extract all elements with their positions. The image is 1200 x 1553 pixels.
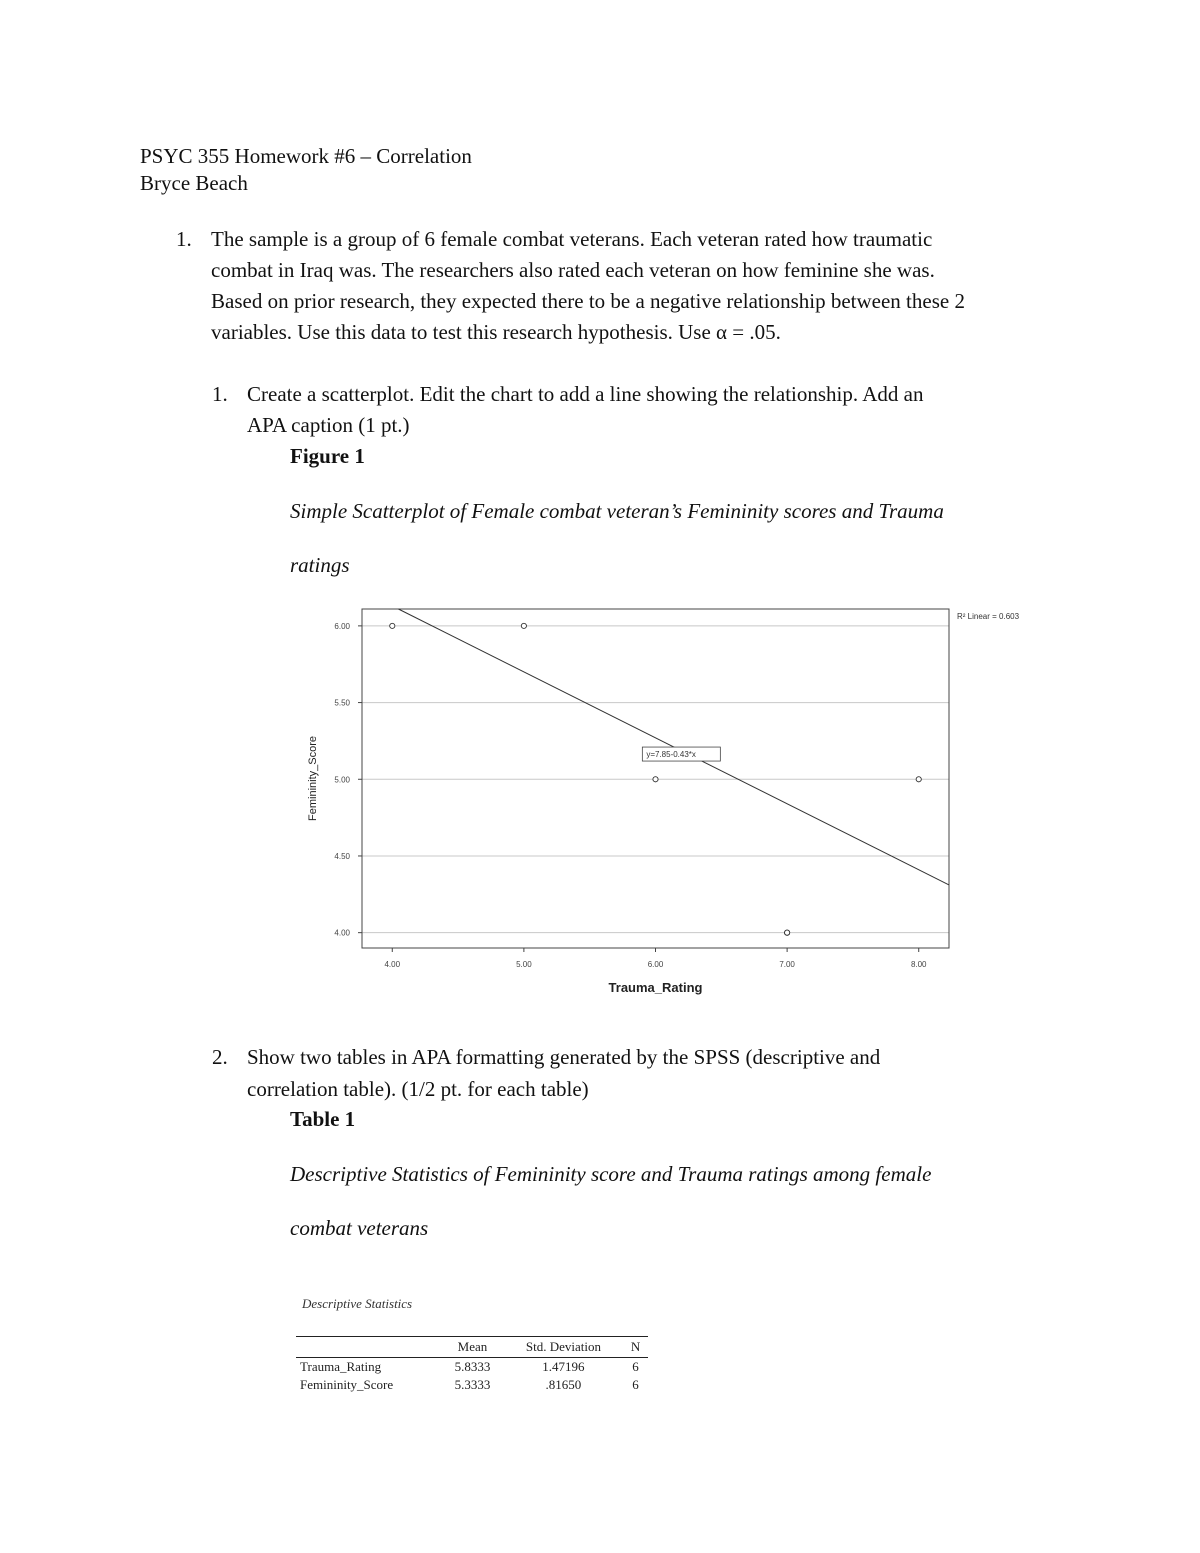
sub-question-1-line-1: Create a scatterplot. Edit the chart to add a line showing the relationship. Add an (247, 382, 924, 406)
row-mean: 5.8333 (454, 1359, 491, 1374)
sub-question-2-line-2: correlation table). (1/2 pt. for each table) (247, 1077, 589, 1101)
table-header-row (296, 1337, 648, 1358)
y-tick-label: 4.50 (334, 851, 350, 861)
figure-label: Figure 1 (290, 444, 365, 468)
descriptive-statistics-table (296, 1296, 648, 1394)
table-caption-line-2: combat veterans (290, 1216, 429, 1240)
table-row (296, 1358, 648, 1377)
x-tick-label: 5.00 (516, 960, 532, 969)
table-row (296, 1376, 648, 1394)
fit-label: y=7.85-0.43*x (646, 750, 696, 760)
question-1-line-4: variables. Use this data to test this research hypothesis. Use α = .05. (211, 320, 781, 344)
table-caption-line-1: Descriptive Statistics of Femininity score and Trauma ratings among female (290, 1162, 932, 1186)
y-tick-label: 6.00 (334, 621, 350, 631)
data-point (785, 930, 790, 935)
row-label: Femininity_Score (300, 1377, 394, 1392)
row-label: Trauma_Rating (300, 1359, 382, 1374)
sub-question-1-line-2: APA caption (1 pt.) (247, 413, 410, 437)
data-point (916, 777, 921, 782)
y-tick-label: 5.00 (334, 775, 350, 785)
row-mean: 5.3333 (454, 1377, 491, 1392)
x-tick-label: 6.00 (647, 960, 664, 969)
course-title: PSYC 355 Homework #6 – Correlation (140, 144, 472, 168)
x-tick-label: 4.00 (384, 960, 401, 969)
question-1-number: 1. (176, 227, 192, 251)
table-label: Table 1 (290, 1107, 356, 1131)
row-n: 6 (632, 1359, 639, 1374)
r-squared-label: R² Linear = 0.603 (957, 612, 1020, 621)
sub-question-2-line-1: Show two tables in APA formatting generated by the SPSS (descriptive and (247, 1045, 881, 1069)
data-point (653, 777, 658, 782)
x-axis-label: Trauma_Rating (608, 980, 703, 995)
table-header-blank (296, 1337, 441, 1358)
descriptive-statistics-title: Descriptive Statistics (302, 1296, 413, 1311)
table-header-std-dev: Std. Deviation (504, 1337, 623, 1358)
table-header-n: N (623, 1337, 648, 1358)
sub-question-2-number: 2. (212, 1045, 228, 1069)
scatterplot-chart (300, 598, 1040, 1000)
data-point (521, 623, 526, 628)
question-1-line-2: combat in Iraq was. The researchers also rated each veteran on how feminine she was. (211, 258, 935, 282)
row-std-dev: 1.47196 (542, 1359, 585, 1374)
y-tick-label: 4.00 (334, 928, 350, 938)
figure-caption-line-1: Simple Scatterplot of Female combat veteran’s Femininity scores and Trauma (290, 499, 944, 523)
data-point (390, 623, 395, 628)
y-axis-label: Femininity_Score (307, 736, 319, 821)
x-tick-label: 7.00 (779, 960, 795, 969)
row-std-dev: .81650 (545, 1377, 582, 1392)
author-name: Bryce Beach (140, 171, 248, 195)
sub-question-1-number: 1. (212, 382, 228, 406)
figure-caption-line-2: ratings (290, 553, 350, 577)
y-tick-label: 5.50 (334, 698, 350, 708)
x-tick-label: 8.00 (910, 960, 927, 969)
question-1-line-1: The sample is a group of 6 female combat veterans. Each veteran rated how traumatic (211, 227, 933, 251)
row-n: 6 (632, 1377, 639, 1392)
question-1-line-3: Based on prior research, they expected there to be a negative relationship between these 2 (211, 289, 965, 313)
table-header-mean: Mean (441, 1337, 504, 1358)
